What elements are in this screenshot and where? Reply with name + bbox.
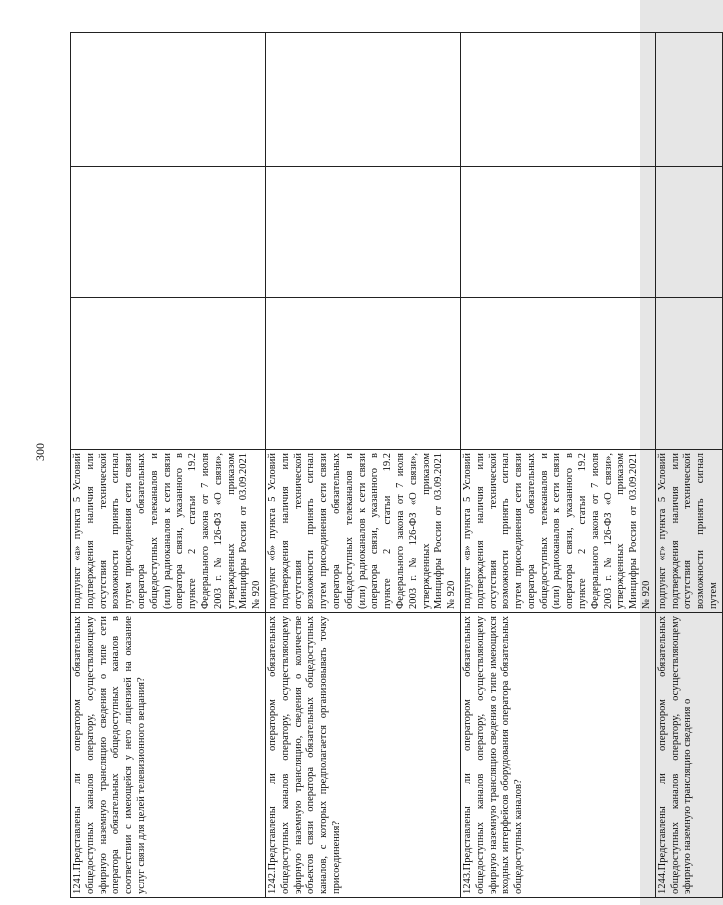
empty-cell	[460, 298, 655, 450]
row-number: 1243.	[461, 870, 473, 894]
requirement-cell	[265, 450, 460, 613]
requirements-grid	[70, 32, 723, 898]
row-number: 1242.	[266, 870, 278, 894]
table-row	[460, 33, 655, 898]
requirement-cell	[460, 450, 655, 613]
empty-cell	[460, 167, 655, 298]
question-text: Представлены ли оператором обязательных общедоступных каналов оператору, осуществляющему эфирную наземную трансляцию сведения о типе сети оператора обязательных общедоступных каналов в соответствии с имеющейся у него лицензией на оказание услуг связи для целей телевизионного вещания?	[72, 616, 147, 894]
requirement-text: подпункт «а» пункта 5 Условий подтверждения наличия или отсутствия технической возможности принять сигнал путем присоединения сети связи оператора обязательных общедоступных телеканалов и (или) радиоканалов к сети связи оператора связи, указанного в пункте 2 статьи 19.2 Федерального закона от 7 июля 2003 г. № 126-ФЗ «О связи», утвержденных приказом Минцифры России от 03.09.2021 № 920	[72, 453, 263, 609]
empty-cell	[71, 33, 266, 167]
empty-cell	[265, 33, 460, 167]
question-cell	[71, 613, 266, 898]
empty-cell	[460, 33, 655, 167]
question-text: Представлены ли оператором обязательных общедоступных каналов оператору, осуществляющему эфирную наземную трансляцию сведения о	[656, 616, 694, 894]
requirement-text: подпункт «в» пункта 5 Условий подтверждения наличия или отсутствия технической возможности принять сигнал путем присоединения сети связи оператора обязательных общедоступных телеканалов и (или) радиоканалов к сети связи оператора связи, указанного в пункте 2 статьи 19.2 Федерального закона от 7 июля 2003 г. № 126-ФЗ «О связи», утвержденных приказом Минцифры России от 03.09.2021 № 920	[461, 453, 653, 609]
row-number: 1244.	[656, 870, 668, 894]
table-row	[71, 33, 266, 898]
empty-cell	[655, 167, 722, 298]
requirement-text: подпункт «г» пункта 5 Условий подтверждения наличия или отсутствия технической возможности принять сигнал путем	[656, 453, 720, 609]
question-text: Представлены ли оператором обязательных общедоступных каналов оператору, осуществляющему эфирную наземную трансляцию сведения о типе имеющихся входных интерфейсов оборудования оператора обязательных общедоступных каналов?	[461, 616, 525, 894]
empty-cell	[71, 298, 266, 450]
page-number: 300	[33, 443, 47, 461]
empty-cell	[71, 167, 266, 298]
empty-cell	[265, 167, 460, 298]
empty-cell	[265, 298, 460, 450]
question-cell	[460, 613, 655, 898]
question-cell	[265, 613, 460, 898]
requirement-text: подпункт «б» пункта 5 Условий подтверждения наличия или отсутствия технической возможности принять сигнал путем присоединения сети связи оператора обязательных общедоступных телеканалов и (или) радиоканалов к сети связи оператора связи, указанного в пункте 2 статьи 19.2 Федерального закона от 7 июля 2003 г. № 126-ФЗ «О связи», утвержденных приказом Минцифры России от 03.09.2021 № 920	[266, 453, 458, 609]
table-row	[655, 33, 722, 898]
requirement-cell	[655, 450, 722, 613]
checklist-table	[70, 68, 720, 898]
requirement-cell	[71, 450, 266, 613]
question-cell	[655, 613, 722, 898]
question-text: Представлены ли оператором обязательных общедоступных каналов оператору, осуществляющему эфирную наземную трансляцию, сведения о количестве объектов связи оператора обязательных общедоступных каналов, с которых предполагается организовывать точку присоединения?	[266, 616, 342, 894]
empty-cell	[655, 298, 722, 450]
empty-cell	[655, 33, 722, 167]
table-row	[265, 33, 460, 898]
row-number: 1241.	[72, 870, 83, 894]
